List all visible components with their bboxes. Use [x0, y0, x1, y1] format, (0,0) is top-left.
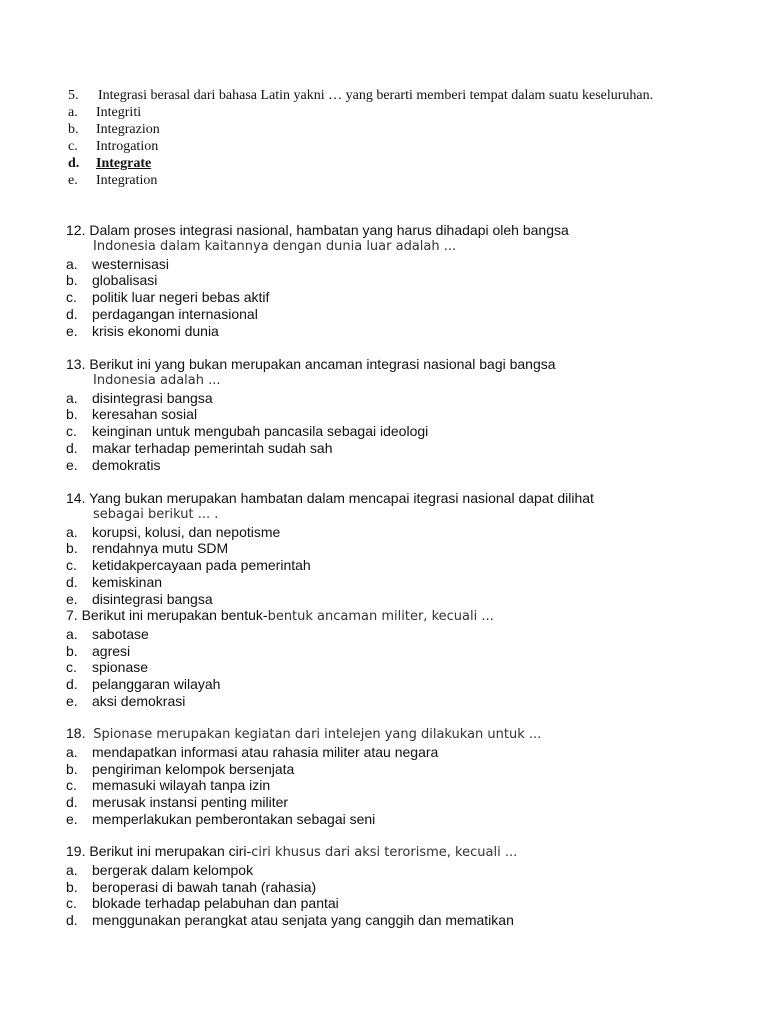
option-letter: b.	[66, 878, 78, 895]
option-a	[66, 390, 706, 407]
option-letter: a.	[66, 861, 78, 878]
question-number: 18.	[66, 725, 94, 741]
question-18	[66, 725, 706, 828]
option-a	[66, 256, 706, 273]
option-letter: e.	[68, 173, 78, 188]
option-text: globalisasi	[92, 272, 158, 289]
option-letter: c.	[68, 139, 78, 154]
question-12	[66, 222, 706, 340]
option-text: memperlakukan pemberontakan sebagai seni	[92, 810, 376, 827]
option-b	[66, 406, 706, 423]
option-letter: c.	[66, 423, 77, 440]
option-a	[66, 626, 706, 643]
option-letter: a.	[66, 625, 78, 642]
option-letter: b.	[66, 540, 78, 557]
question-7	[66, 607, 706, 710]
option-c	[66, 777, 706, 794]
option-letter: b.	[68, 122, 79, 137]
option-letter: d.	[66, 794, 78, 811]
option-letter: d.	[66, 912, 78, 929]
option-d	[66, 794, 706, 811]
question-5	[68, 87, 676, 189]
option-c	[68, 138, 676, 155]
option-text: beroperasi di bawah tanah (rahasia)	[92, 878, 317, 895]
option-letter: e.	[66, 322, 78, 339]
option-text: bergerak dalam kelompok	[92, 861, 254, 878]
question-text: Integrasi berasal dari bahasa Latin yakni … yang berarti memberi tempat dalam suatu keseluruhan.	[98, 88, 654, 103]
question-text-part: Spionase merupakan kegiatan dari intelejen yang dilakukan untuk ...	[93, 727, 542, 742]
option-letter: e.	[66, 692, 78, 709]
option-text: disintegrasi bangsa	[92, 590, 213, 607]
option-letter: c.	[66, 557, 77, 574]
option-c	[66, 423, 706, 440]
question-text-part: ciri khusus dari aksi terorisme, kecuali ...	[251, 845, 518, 860]
option-e	[66, 323, 706, 340]
option-e	[66, 457, 706, 474]
question-text	[66, 843, 706, 862]
option-letter: c.	[66, 895, 77, 912]
option-letter: b.	[66, 760, 78, 777]
option-text: memasuki wilayah tanpa izin	[92, 777, 271, 794]
option-text: pengiriman kelompok bersenjata	[92, 760, 295, 777]
option-text: mendapatkan informasi atau rahasia militer atau negara	[92, 743, 439, 760]
option-text: demokratis	[92, 456, 161, 473]
question-text	[66, 725, 706, 744]
option-d	[66, 440, 706, 457]
option-letter: a.	[66, 389, 78, 406]
option-b	[68, 121, 676, 138]
option-text: krisis ekonomi dunia	[92, 322, 219, 339]
option-text: perdagangan internasional	[92, 305, 258, 322]
option-letter: d.	[66, 439, 78, 456]
option-text: merusak instansi penting militer	[92, 794, 289, 811]
option-letter: d.	[66, 676, 78, 693]
option-text: Integrazion	[96, 122, 160, 137]
question-text-continued: Indonesia adalah ...	[93, 372, 221, 388]
question-text-continued: Indonesia dalam kaitannya dengan dunia luar adalah ...	[93, 238, 457, 254]
option-text: spionase	[92, 659, 149, 676]
option-text: politik luar negeri bebas aktif	[92, 289, 270, 306]
option-text: Integrate	[96, 156, 152, 171]
option-text: Introgation	[96, 139, 159, 154]
option-text: disintegrasi bangsa	[92, 389, 213, 406]
option-letter: b.	[66, 272, 78, 289]
question-text	[66, 607, 706, 626]
option-e	[66, 811, 706, 828]
option-text: Integriti	[96, 105, 142, 120]
option-c	[66, 557, 706, 574]
question-number: 5.	[68, 88, 79, 103]
option-text: korupsi, kolusi, dan nepotisme	[92, 523, 281, 540]
option-text: makar terhadap pemerintah sudah sah	[92, 439, 333, 456]
option-b	[66, 540, 706, 557]
option-b	[66, 643, 706, 660]
option-a	[66, 744, 706, 761]
option-letter: e.	[66, 456, 78, 473]
question-5-stem	[68, 87, 676, 104]
option-letter: b.	[66, 642, 78, 659]
option-b	[66, 879, 706, 896]
question-13	[66, 356, 706, 474]
option-letter: b.	[66, 406, 78, 423]
option-d	[66, 676, 706, 693]
question-text-part: bentuk ancaman militer, kecuali ...	[267, 609, 494, 624]
option-letter: a.	[66, 743, 78, 760]
option-text: menggunakan perangkat atau senjata yang canggih dan mematikan	[92, 912, 514, 929]
option-letter: a.	[66, 255, 78, 272]
option-text: agresi	[92, 642, 131, 659]
option-text: sabotase	[92, 625, 149, 642]
option-letter: c.	[66, 659, 77, 676]
option-e	[66, 693, 706, 710]
option-text: ketidakpercayaan pada pemerintah	[92, 557, 311, 574]
option-b	[66, 272, 706, 289]
option-letter: c.	[66, 777, 77, 794]
question-14	[66, 490, 706, 608]
option-c	[66, 289, 706, 306]
option-e	[66, 591, 706, 608]
option-letter: d.	[66, 305, 78, 322]
question-text: 14. Yang bukan merupakan hambatan dalam mencapai itegrasi nasional dapat dilihat	[66, 490, 594, 506]
question-text-continued: sebagai berikut ... .	[93, 506, 219, 522]
question-text-part: 19. Berikut ini merupakan ciri-	[66, 843, 252, 859]
option-text: pelanggaran wilayah	[92, 676, 221, 693]
option-d	[66, 306, 706, 323]
option-text: keinginan untuk mengubah pancasila sebagai ideologi	[92, 423, 429, 440]
question-text: 13. Berikut ini yang bukan merupakan ancaman integrasi nasional bagi bangsa	[66, 356, 556, 372]
option-letter: a.	[68, 105, 78, 120]
option-a	[68, 104, 676, 121]
option-letter: c.	[66, 289, 77, 306]
option-a	[66, 524, 706, 541]
option-a	[66, 862, 706, 879]
option-letter: e.	[66, 590, 78, 607]
option-text: kemiskinan	[92, 573, 163, 590]
option-letter: a.	[66, 523, 78, 540]
option-letter: e.	[66, 810, 78, 827]
option-d	[66, 912, 706, 929]
option-letter: d.	[66, 573, 78, 590]
option-b	[66, 761, 706, 778]
option-text: keresahan sosial	[92, 406, 198, 423]
option-e	[68, 172, 676, 189]
option-text: aksi demokrasi	[92, 692, 186, 709]
option-c	[66, 895, 706, 912]
option-d-answer	[68, 155, 676, 172]
question-text-part: 7. Berikut ini merupakan bentuk-	[66, 607, 268, 623]
question-19	[66, 843, 706, 929]
option-c	[66, 659, 706, 676]
option-text: blokade terhadap pelabuhan dan pantai	[92, 895, 339, 912]
question-text: 12. Dalam proses integrasi nasional, hambatan yang harus dihadapi oleh bangsa	[66, 222, 569, 238]
option-d	[66, 574, 706, 591]
option-text: westernisasi	[92, 255, 170, 272]
option-text: Integration	[96, 173, 158, 188]
option-text: rendahnya mutu SDM	[92, 540, 229, 557]
option-letter: d.	[68, 156, 80, 171]
